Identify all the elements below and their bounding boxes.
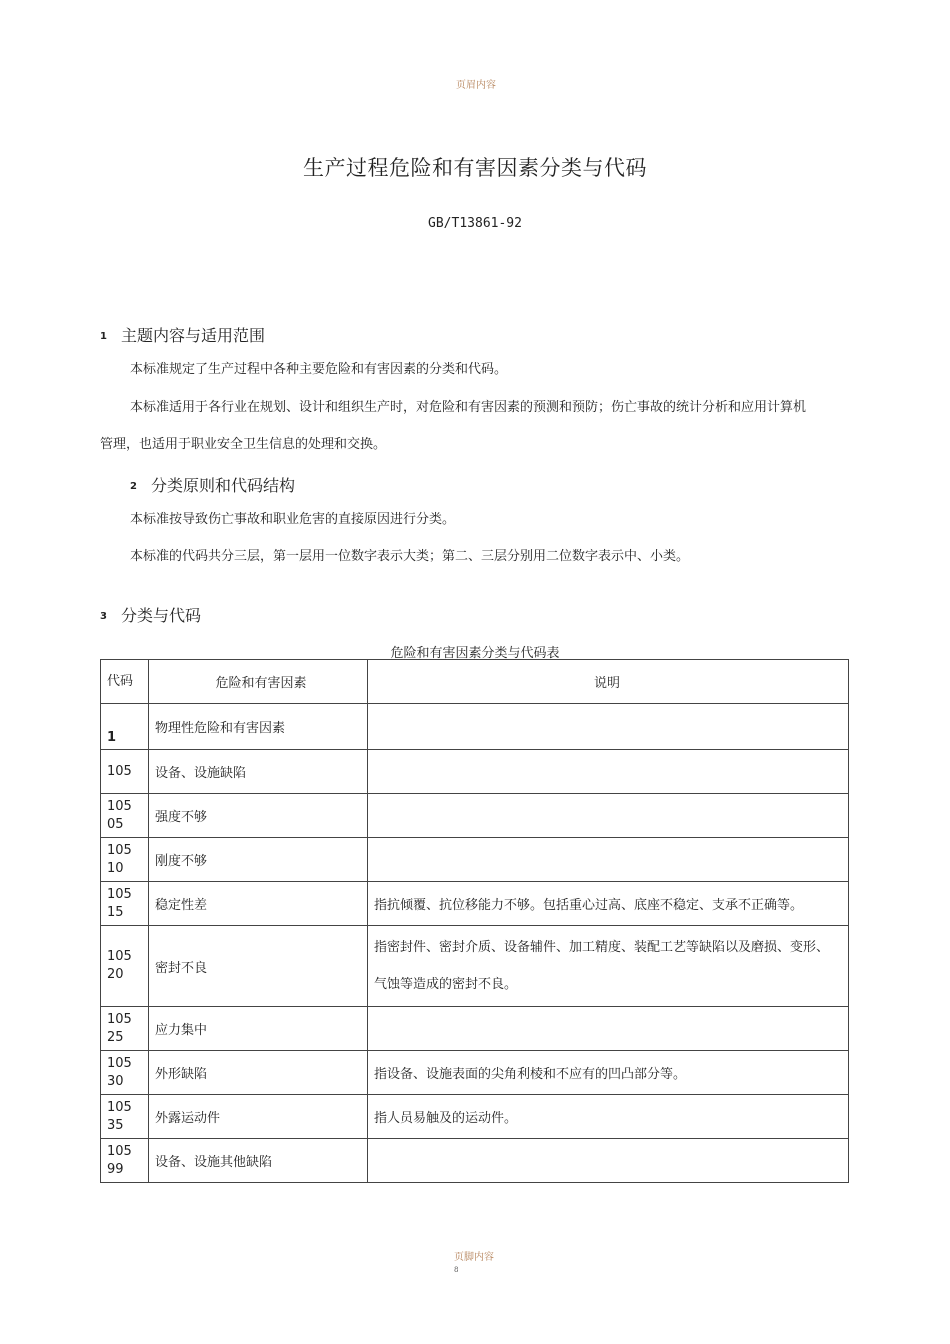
code-cell: 105 30 xyxy=(101,1051,149,1095)
page-footer xyxy=(454,1252,494,1276)
note-cell: 指设备、设施表面的尖角利棱和不应有的凹凸部分等。 xyxy=(368,1051,849,1095)
factor-cell: 设备、设施缺陷 xyxy=(149,750,368,794)
document-title: 生产过程危险和有害因素分类与代码 xyxy=(303,156,647,180)
section-number: 1 xyxy=(100,331,107,342)
section-title: 主题内容与适用范围 xyxy=(120,326,265,345)
code-cell: 105 05 xyxy=(101,794,149,838)
section-number: 2 xyxy=(130,481,137,492)
note-cell: 指密封件、密封介质、设备辅件、加工精度、装配工艺等缺陷以及磨损、变形、气蚀等造成的密封不良。 xyxy=(368,926,849,1007)
page-number: 8 xyxy=(454,1266,459,1274)
footer-text: 页脚内容 xyxy=(454,1252,494,1263)
code-cell: 105 xyxy=(101,750,149,794)
paragraph: 本标准适用于各行业在规划、设计和组织生产时，对危险和有害因素的预测和预防；伤亡事故的统计分析和应用计算机 xyxy=(130,400,807,415)
table-header-row xyxy=(101,660,849,704)
table-row xyxy=(101,704,849,750)
note-cell xyxy=(368,704,849,750)
table-row xyxy=(101,926,849,1007)
paragraph: 管理，也适用于职业安全卫生信息的处理和交换。 xyxy=(100,437,387,452)
hazard-code-table xyxy=(100,659,849,1183)
note-cell xyxy=(368,750,849,794)
section-3-heading xyxy=(100,603,201,626)
factor-cell: 外形缺陷 xyxy=(149,1051,368,1095)
code-cell: 1 xyxy=(101,704,149,750)
table-row xyxy=(101,1139,849,1183)
column-header-note: 说明 xyxy=(368,660,849,704)
factor-cell: 外露运动件 xyxy=(149,1095,368,1139)
paragraph: 本标准按导致伤亡事故和职业危害的直接原因进行分类。 xyxy=(130,512,456,527)
section-title: 分类与代码 xyxy=(120,606,201,625)
note-cell: 指人员易触及的运动件。 xyxy=(368,1095,849,1139)
factor-cell: 设备、设施其他缺陷 xyxy=(149,1139,368,1183)
table-row xyxy=(101,882,849,926)
section-1-heading xyxy=(100,323,265,346)
paragraph: 本标准规定了生产过程中各种主要危险和有害因素的分类和代码。 xyxy=(130,362,508,377)
section-2-heading xyxy=(130,473,295,496)
code-cell: 105 10 xyxy=(101,838,149,882)
paragraph: 本标准的代码共分三层，第一层用一位数字表示大类；第二、三层分别用二位数字表示中、小类。 xyxy=(130,549,690,564)
section-number: 3 xyxy=(100,611,107,622)
column-header-code: 代码 xyxy=(101,660,149,704)
code-cell: 105 25 xyxy=(101,1007,149,1051)
code-cell: 105 35 xyxy=(101,1095,149,1139)
factor-cell: 密封不良 xyxy=(149,926,368,1007)
table-row xyxy=(101,794,849,838)
code-cell: 105 20 xyxy=(101,926,149,1007)
column-header-factor: 危险和有害因素 xyxy=(149,660,368,704)
table-row xyxy=(101,1007,849,1051)
page-header: 页眉内容 xyxy=(456,80,496,91)
note-cell xyxy=(368,838,849,882)
factor-cell: 物理性危险和有害因素 xyxy=(149,704,368,750)
factor-cell: 应力集中 xyxy=(149,1007,368,1051)
note-cell: 指抗倾覆、抗位移能力不够。包括重心过高、底座不稳定、支承不正确等。 xyxy=(368,882,849,926)
table-row xyxy=(101,1095,849,1139)
standard-code: GB/T13861-92 xyxy=(428,216,522,231)
factor-cell: 刚度不够 xyxy=(149,838,368,882)
factor-cell: 强度不够 xyxy=(149,794,368,838)
table-row xyxy=(101,1051,849,1095)
table-row xyxy=(101,750,849,794)
factor-cell: 稳定性差 xyxy=(149,882,368,926)
code-cell: 105 99 xyxy=(101,1139,149,1183)
section-title: 分类原则和代码结构 xyxy=(150,476,295,495)
table-caption: 危险和有害因素分类与代码表 xyxy=(390,646,560,661)
note-cell xyxy=(368,1139,849,1183)
table-row xyxy=(101,838,849,882)
note-cell xyxy=(368,1007,849,1051)
note-cell xyxy=(368,794,849,838)
code-cell: 105 15 xyxy=(101,882,149,926)
